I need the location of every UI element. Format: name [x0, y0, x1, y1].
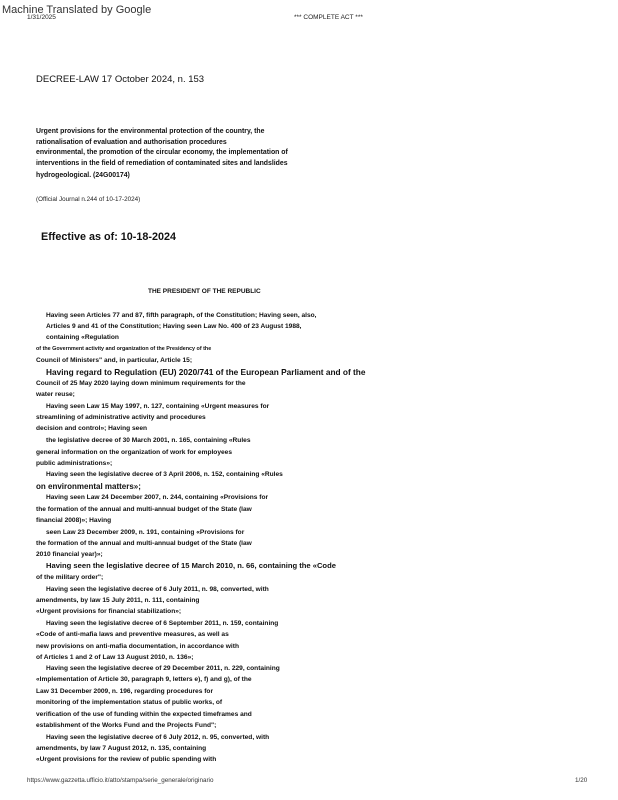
complete-act-label: *** COMPLETE ACT ***: [294, 14, 363, 21]
body-line: «Code of anti-mafia laws and preventive measures, as well as: [36, 631, 229, 638]
body-line: Having seen the legislative decree of 6 September 2011, n. 159, containing: [46, 620, 279, 627]
effective-date: Effective as of: 10-18-2024: [41, 231, 177, 243]
subject-line: rationalisation of evaluation and authorisation procedures: [36, 138, 227, 146]
body-line: of the Government activity and organization of the Presidency of the: [36, 346, 212, 352]
body-line: the formation of the annual and multi-annual budget of the State (law: [36, 506, 252, 513]
body-line: amendments, by law 15 July 2011, n. 111, containing: [36, 597, 200, 604]
official-journal-ref: (Official Journal n.244 of 10-17-2024): [36, 196, 141, 203]
body-line: of the military order";: [36, 574, 104, 581]
body-line: streamlining of administrative activity and procedures: [36, 414, 206, 421]
subject-line: hydrogeological. (24G00174): [36, 172, 130, 180]
body-line: 2010 financial year)»;: [36, 551, 103, 558]
body-line: new provisions on anti-mafia documentation, in accordance with: [36, 643, 239, 650]
body-line: amendments, by law 7 August 2012, n. 135, containing: [36, 745, 207, 752]
body-line: Having regard to Regulation (EU) 2020/741 of the European Parliament and of the: [46, 367, 366, 377]
body-line: establishment of the Works Fund and the Projects Fund";: [36, 722, 217, 729]
body-line: seen Law 23 December 2009, n. 191, containing «Provisions for: [46, 529, 245, 536]
body-line: on environmental matters»;: [36, 482, 141, 491]
body-line: Articles 9 and 41 of the Constitution; Having seen Law No. 400 of 23 August 1988,: [46, 323, 302, 330]
body-line: Council of Ministers" and, in particular, Article 15;: [36, 357, 193, 364]
subject-line: interventions in the field of remediation of contaminated sites and landslides: [36, 159, 288, 167]
body-line: public administrations»;: [36, 460, 113, 467]
body-line: Having seen the legislative decree of 29 December 2011, n. 229, containing: [46, 665, 280, 672]
body-line: the formation of the annual and multi-annual budget of the State (law: [36, 540, 252, 547]
body-line: general information on the organization of work for employees: [36, 449, 233, 456]
body-line: Having seen the legislative decree of 15 March 2010, n. 66, containing the «Code: [46, 561, 336, 570]
body-line: of Articles 1 and 2 of Law 13 August 2010, n. 136»;: [36, 654, 194, 661]
body-line: Having seen Law 15 May 1997, n. 127, containing «Urgent measures for: [46, 403, 270, 410]
source-url[interactable]: https://www.gazzetta.ufficio.it/atto/stampa/serie_generale/originario: [27, 777, 214, 784]
body-line: decision and control»; Having seen: [36, 425, 148, 432]
body-line: «Urgent provisions for financial stabilization»;: [36, 608, 182, 615]
page-number: 1/20: [575, 777, 588, 784]
subject-line: Urgent provisions for the environmental protection of the country, the: [36, 128, 265, 135]
machine-translated-label: Machine Translated by Google: [2, 4, 152, 16]
body-line: Law 31 December 2009, n. 196, regarding procedures for: [36, 688, 214, 695]
body-line: financial 2008)»; Having: [36, 517, 112, 524]
body-line: Having seen the legislative decree of 6 July 2011, n. 98, converted, with: [46, 586, 269, 593]
body-line: the legislative decree of 30 March 2001, n. 165, containing «Rules: [46, 437, 251, 444]
body-line: water reuse;: [36, 391, 75, 398]
body-line: Having seen Articles 77 and 87, fifth paragraph, of the Constitution; Having seen, also,: [46, 312, 317, 319]
print-date: 1/31/2025: [27, 14, 56, 21]
body-line: Council of 25 May 2020 laying down minimum requirements for the: [36, 380, 246, 387]
body-line: verification of the use of funding within the expected timeframes and: [36, 711, 252, 718]
decree-title: DECREE-LAW 17 October 2024, n. 153: [36, 74, 205, 85]
body-line: Having seen Law 24 December 2007, n. 244, containing «Provisions for: [46, 494, 269, 501]
body-line: «Implementation of Article 30, paragraph 9, letters e), f) and g), of the: [36, 676, 252, 683]
president-heading: THE PRESIDENT OF THE REPUBLIC: [148, 288, 261, 295]
body-line: «Urgent provisions for the review of public spending with: [36, 756, 217, 763]
body-line: Having seen the legislative decree of 3 April 2006, n. 152, containing «Rules: [46, 471, 283, 478]
body-line: containing «Regulation: [46, 334, 119, 341]
body-line: monitoring of the implementation status of public works, of: [36, 699, 223, 706]
body-line: Having seen the legislative decree of 6 July 2012, n. 95, converted, with: [46, 734, 270, 741]
subject-line: environmental, the promotion of the circular economy, the implementation of: [36, 149, 288, 157]
